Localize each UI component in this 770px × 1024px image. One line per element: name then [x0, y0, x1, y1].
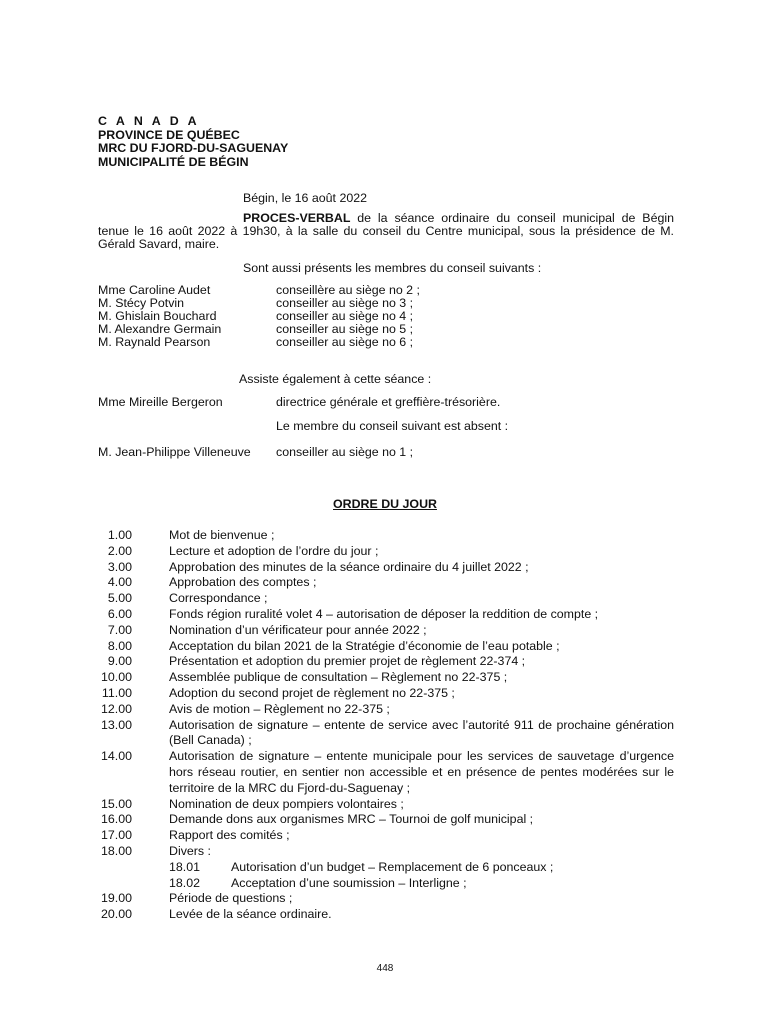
agenda-num: 7.00 [107, 622, 132, 637]
agenda-item [98, 639, 674, 655]
pv-paragraph [98, 212, 674, 251]
member-role: conseiller au siège no 3 ; [276, 296, 414, 310]
agenda-item [98, 654, 674, 670]
agenda-item [98, 591, 674, 607]
agenda-item [98, 528, 674, 544]
agenda-num: 17.00 [100, 828, 132, 843]
agenda-item [98, 623, 674, 639]
agenda-text: Assemblée publique de consultation – Règlement no 22-375 ; [169, 670, 508, 685]
agenda-text: Divers : [169, 843, 211, 858]
agenda-text: Présentation et adoption du premier projet de règlement 22-374 ; [169, 654, 526, 669]
document-header [98, 115, 288, 169]
absent-intro: Le membre du conseil suivant est absent : [276, 419, 509, 433]
agenda-text: Demande dons aux organismes MRC – Tournoi de golf municipal ; [169, 812, 534, 827]
agenda-item [98, 812, 674, 828]
member-name: Mme Caroline Audet [98, 283, 211, 297]
agenda-item [98, 844, 674, 860]
page-number: 448 [376, 963, 394, 974]
present-intro: Sont aussi présents les membres du conseil suivants : [243, 261, 542, 275]
member-name: M. Alexandre Germain [98, 322, 222, 336]
pv-title: PROCES-VERBAL [243, 211, 351, 225]
header-municipality: MUNICIPALITÉ DE BÉGIN [98, 154, 249, 169]
agenda-num: 13.00 [100, 717, 132, 732]
agenda-list [98, 528, 674, 923]
agenda-num: 4.00 [107, 575, 132, 590]
absent-role: conseiller au siège no 1 ; [276, 445, 414, 459]
agenda-subnum: 18.02 [169, 875, 201, 890]
pv-text: de la séance ordinaire du conseil municipal de Bégin tenue le 16 août 2022 à 19h30, à la salle du conseil du Centre municipal, sous la présidence de M. Gérald Savard, maire. [98, 211, 674, 251]
agenda-text: Autorisation de signature – entente municipale pour les services de sauvetage d’urgence hors réseau routier, en sentier non accessible et en présence de pentes modérées sur le territoire de la MRC du Fjord-du-Saguenay ; [169, 749, 674, 795]
agenda-text: Période de questions ; [169, 891, 293, 906]
agenda-num: 18.00 [100, 843, 132, 858]
header-province: PROVINCE DE QUÉBEC [98, 127, 240, 142]
agenda-num: 11.00 [101, 685, 132, 700]
absent-name: M. Jean-Philippe Villeneuve [98, 445, 251, 459]
agenda-item [98, 575, 674, 591]
agenda-text: Avis de motion – Règlement no 22-375 ; [169, 701, 390, 716]
agenda-item [98, 702, 674, 718]
member-role: conseillère au siège no 2 ; [276, 283, 420, 297]
agenda-item [98, 607, 674, 623]
member-name: M. Ghislain Bouchard [98, 309, 217, 323]
agenda-num: 16.00 [100, 812, 132, 827]
agenda-item [98, 828, 674, 844]
agenda-num: 5.00 [107, 591, 132, 606]
member-name: M. Raynald Pearson [98, 335, 211, 349]
agenda-text: Adoption du second projet de règlement no 22-375 ; [169, 685, 455, 700]
agenda-text: Mot de bienvenue ; [169, 528, 275, 542]
agenda-num: 8.00 [107, 638, 132, 653]
agenda-item [98, 718, 674, 750]
agenda-item [98, 891, 674, 907]
agenda-num: 2.00 [107, 543, 132, 558]
agenda-text: Approbation des minutes de la séance ordinaire du 4 juillet 2022 ; [169, 559, 529, 574]
agenda-text: Lecture et adoption de l’ordre du jour ; [169, 543, 379, 558]
also-role: directrice générale et greffière-trésorière. [276, 395, 501, 409]
agenda-subitem [169, 876, 674, 892]
agenda-text: Fonds région ruralité volet 4 – autorisation de déposer la reddition de compte ; [169, 606, 599, 621]
member-role: conseiller au siège no 5 ; [276, 322, 414, 336]
agenda-text: Levée de la séance ordinaire. [169, 907, 332, 922]
agenda-text: Autorisation de signature – entente de service avec l’autorité 911 de prochaine génération (Bell Canada) ; [169, 717, 674, 748]
agenda-num: 12.00 [100, 701, 132, 716]
also-name: Mme Mireille Bergeron [98, 395, 223, 409]
header-country: C A N A D A [98, 114, 200, 128]
agenda-text: Nomination de deux pompiers volontaires ; [169, 796, 404, 811]
agenda-num: 1.00 [107, 528, 132, 542]
member-role: conseiller au siège no 6 ; [276, 335, 414, 349]
agenda-num: 20.00 [100, 907, 132, 922]
agenda-num: 9.00 [107, 654, 132, 669]
agenda-subnum: 18.01 [169, 859, 201, 874]
date-line: Bégin, le 16 août 2022 [243, 191, 368, 205]
agenda-num: 15.00 [100, 796, 132, 811]
agenda-item [98, 749, 674, 796]
agenda-item [98, 686, 674, 702]
agenda-title: ORDRE DU JOUR [333, 497, 437, 511]
agenda-subtext: Autorisation d’un budget – Remplacement de 6 ponceaux ; [231, 859, 554, 874]
agenda-num: 19.00 [100, 891, 132, 906]
agenda-subitem [169, 860, 674, 876]
member-name: M. Stécy Potvin [98, 296, 185, 310]
agenda-text: Correspondance ; [169, 591, 268, 606]
agenda-num: 3.00 [107, 559, 132, 574]
agenda-item [98, 544, 674, 560]
agenda-item [98, 907, 674, 923]
agenda-item [98, 670, 674, 686]
agenda-subtext: Acceptation d’une soumission – Interligne ; [231, 875, 467, 890]
agenda-item [98, 797, 674, 813]
agenda-text: Nomination d’un vérificateur pour année 2022 ; [169, 622, 427, 637]
member-role: conseiller au siège no 4 ; [276, 309, 414, 323]
agenda-text: Rapport des comités ; [169, 828, 290, 843]
agenda-num: 10.00 [100, 670, 132, 685]
also-intro: Assiste également à cette séance : [239, 372, 432, 386]
agenda-num: 14.00 [100, 749, 132, 764]
agenda-text: Approbation des comptes ; [169, 575, 317, 590]
agenda-item [98, 560, 674, 576]
agenda-text: Acceptation du bilan 2021 de la Stratégie d’économie de l’eau potable ; [169, 638, 560, 653]
agenda-num: 6.00 [107, 606, 132, 621]
header-mrc: MRC DU FJORD-DU-SAGUENAY [98, 141, 289, 155]
